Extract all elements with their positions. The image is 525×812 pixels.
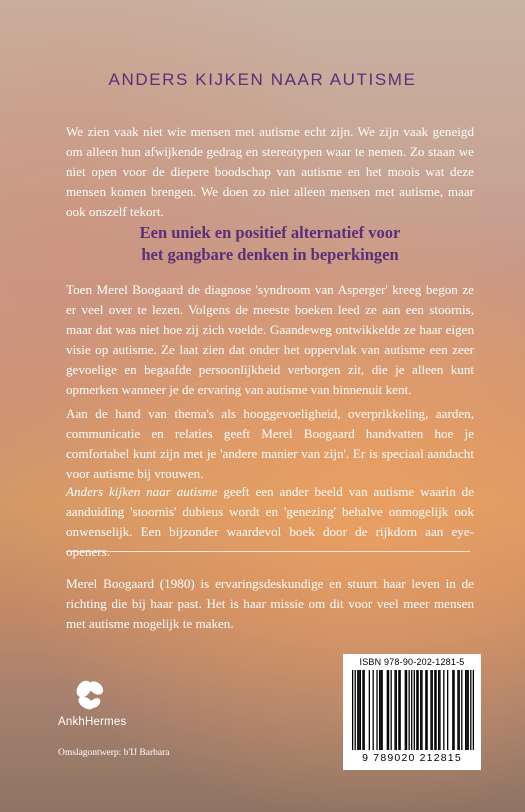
barcode-bar [453,670,454,750]
barcode-bar [416,670,417,750]
barcode-bar [438,670,439,750]
barcode-bar [452,670,453,750]
barcode-bar [465,670,466,750]
barcode-bar [468,670,469,750]
tagline-line-1: Een uniek en positief alternatief voor [139,223,401,242]
body-paragraph-1: Toen Merel Boogaard de diagnose 'syndroom van Asperger' kreeg begon ze er veel over te lezen. Volgens de meeste boeken leed ze aan een stoornis, maar dat was niet hoe zij zich voelde. Gaandeweg ontwikkelde ze haar eigen visie op autisme. Ze laat zien dat onder het oppervlak van autisme een zeer gevoelige en begaafde persoonlijkheid verborgen zit, die je alleen kunt opmerken wanneer je de ervaring van autisme van binnenuit kent. [66,282,474,397]
barcode-bar [364,670,365,750]
barcode-bar [411,670,412,750]
barcode-bar [426,670,427,750]
barcode-bar [420,670,421,750]
barcode-bar [466,670,467,750]
barcode-bar [360,670,361,750]
barcode-bar [405,670,406,750]
intro-paragraph: We zien vaak niet wie mensen met autisme echt zijn. We zijn vaak geneigd om alleen hun afwijkende gedrag en stereotypen waar te nemen. Zo staan we niet open voor de diepere boodschap van autisme en het moois wat deze mensen komen brengen. We doen zo niet alleen mensen met autisme, maar ook onszelf tekort. [66,124,474,219]
barcode-bar [352,670,353,750]
barcode-bar [358,670,359,750]
barcode-bar [435,670,436,750]
barcode-bar [461,670,462,750]
barcode-bar [382,670,383,750]
cover-credit: Omslagontwerp: b'IJ Barbara [58,748,170,758]
barcode-bar [406,670,407,750]
book-title: ANDERS KIJKEN NAAR AUTISME [108,70,417,89]
barcode-bar [473,670,474,750]
barcode-bar [376,670,377,750]
barcode-bar [439,670,440,750]
barcode-bar [387,670,388,750]
barcode-bar [362,670,363,750]
barcode-bar [355,670,356,750]
barcode-bar [373,670,374,750]
barcode-bar [396,670,397,750]
barcode-bar [459,670,460,750]
barcode-bar [394,670,395,750]
barcode-bar [379,670,380,750]
barcode-bar [400,670,401,750]
barcode-bar [434,670,435,750]
barcode-bar [470,670,471,750]
ean13-barcode-icon [352,670,474,750]
barcode-bar [443,670,444,750]
divider-rule [66,551,470,552]
barcode-bar [421,670,422,750]
barcode-digits: 9 789020 212815 [362,752,462,764]
barcode-bar [417,670,418,750]
barcode-bar [457,670,458,750]
barcode-bar [430,670,431,750]
body-paragraph-3-text: geeft een ander beeld van autisme waarin de aanduiding 'stoornis' dubieus wordt en 'genezing' behalve onmogelijk ook onwenselijk. Een bijzonder waardevol boek door de rijkdom aan eye-openers. [66,484,474,559]
body-paragraph-3 [66,482,474,562]
barcode-bar [414,670,415,750]
ankh-flower-logo-icon [70,676,110,714]
barcode-bar [357,670,358,750]
barcode-bar [432,670,433,750]
barcode-bar [409,670,410,750]
barcode-bar [447,670,448,750]
book-title-italic: Anders kijken naar autisme [66,484,218,499]
barcode-bar [388,670,389,750]
barcode-bar [369,670,370,750]
barcode-bar [398,670,399,750]
barcode-bar [425,670,426,750]
barcode-panel [343,654,481,770]
publisher-name: AnkhHermes [58,716,127,728]
tagline [60,222,480,266]
isbn-label: ISBN 978-90-202-1281-5 [359,657,465,667]
author-bio: Merel Boogaard (1980) is ervaringsdeskundige en stuurt haar leven in de richting die bij haar past. Het is haar missie om dit voor veel meer mensen met autisme mogelijk te maken. [66,576,474,631]
barcode-bar [380,670,381,750]
barcode-bar [391,670,392,750]
body-paragraph-2: Aan de hand van thema's als hooggevoeligheid, overprikkeling, aarden, communicatie en relaties geeft Merel Boogaard handvatten hoe je comfortabel kunt zijn met je 'andere manier van zijn'. Er is speciaal aandacht voor autisme bij vrouwen. [66,406,474,481]
tagline-line-2: het gangbare denken in beperkingen [141,245,399,264]
